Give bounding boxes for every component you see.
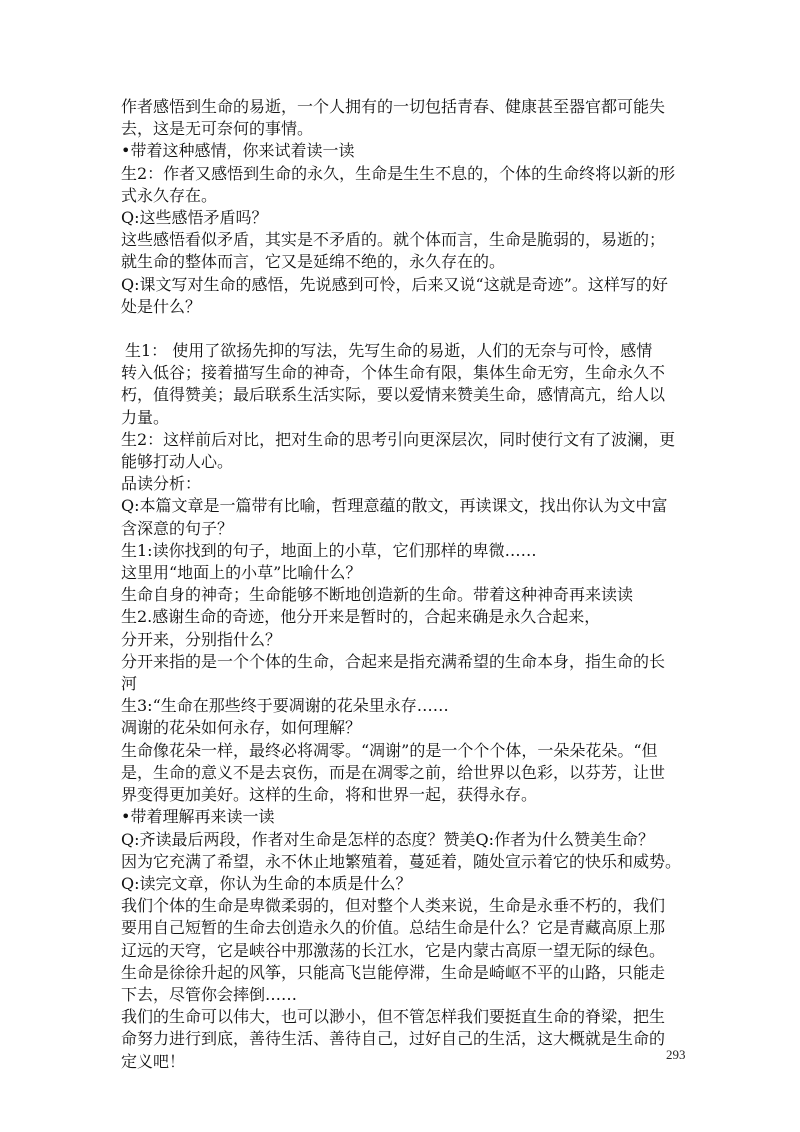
text-line: 作者感悟到生命的易逝，一个人拥有的一切包括青春、健康甚至器官都可能失: [121, 97, 666, 116]
text-line: 力量。: [121, 407, 170, 427]
text-line: Q:齐读最后两段，作者对生命是怎样的态度？赞美Q:作者为什么赞美生命？: [121, 829, 655, 849]
document-body: [121, 96, 687, 1073]
text-line: 分开来，分别指什么？: [121, 629, 282, 649]
text-line: 我们个体的生命是卑微柔弱的，但对整个人类来说，生命是永垂不朽的，我们: [121, 896, 666, 916]
text-line: Q:读完文章，你认为生命的本质是什么？: [121, 873, 412, 893]
text-line: 辽远的天穹，它是峡谷中那激荡的长江水，它是内蒙古高原一望无际的绿色。: [121, 940, 666, 960]
text-line: 河: [121, 674, 138, 694]
text-line: 下去，尽管你会摔倒……: [121, 984, 298, 1004]
text-line: 生命自身的神奇；生命能够不断地创造新的生命。带着这种神奇再来读读: [121, 585, 634, 605]
text-line: 转入低谷；接着描写生命的神奇，个体生命有限，集体生命无穷，生命永久不: [121, 363, 666, 383]
paragraph-gap: [121, 318, 687, 340]
text-line: 界变得更加美好。这样的生命，将和世界一起，获得永存。: [121, 785, 538, 805]
text-line: 生命是徐徐升起的风筝，只能高飞岂能停滞，生命是崎岖不平的山路，只能走: [121, 962, 666, 982]
text-line: 凋谢的花朵如何永存，如何理解？: [121, 718, 362, 738]
text-line: 生3:“生命在那些终于要凋谢的花朵里永存……: [121, 696, 449, 716]
text-line: 分开来指的是一个个体的生命，合起来是指充满希望的生命本身，指生命的长: [121, 651, 666, 671]
text-line: 能够打动人心。: [121, 452, 234, 472]
text-line: Q:这些感悟矛盾吗？: [121, 208, 268, 228]
text-line: 我们的生命可以伟大，也可以渺小，但不管怎样我们要挺直生命的脊梁，把生: [121, 1007, 666, 1027]
text-line: 生2：这样前后对比，把对生命的思考引向更深层次，同时使行文有了波澜，更: [121, 429, 676, 449]
text-line: 生2：作者又感悟到生命的永久，生命是生生不息的，个体的生命终将以新的形: [121, 163, 676, 183]
text-line: 朽，值得赞美；最后联系生活实际，要以爱情来赞美生命，感情高亢，给人以: [121, 385, 666, 405]
text-line: •带着这种感情，你来试着读一读: [121, 141, 355, 161]
text-line: 就生命的整体而言，它又是延绵不绝的，永久存在的。: [121, 252, 506, 272]
text-line: 命努力进行到底，善待生活、善待自己，过好自己的生活，这大概就是生命的: [121, 1029, 666, 1049]
text-line: 含深意的句子？: [121, 518, 234, 538]
text-line: •带着理解再来读一读: [121, 807, 275, 827]
text-line: 去，这是无可奈何的事情。: [121, 119, 314, 139]
text-line: 式永久存在。: [121, 185, 218, 205]
text-line: Q:本篇文章是一篇带有比喻，哲理意蕴的散文，再读课文，找出你认为文中富: [121, 496, 668, 516]
text-line: 要用自己短暂的生命去创造永久的价值。总结生命是什么？它是青藏高原上那: [121, 918, 666, 938]
text-line: 生1:读你找到的句子，地面上的小草，它们那样的卑微……: [121, 540, 537, 560]
page-number: 293: [666, 1047, 686, 1062]
text-line: 生1： 使用了欲扬先抑的写法，先写生命的易逝，人们的无奈与可怜，感情: [125, 341, 653, 361]
text-line: Q:课文写对生命的感悟，先说感到可怜，后来又说“这就是奇迹”。这样写的好: [121, 274, 668, 294]
text-line: 定义吧！: [121, 1051, 186, 1071]
text-line: 这些感悟看似矛盾，其实是不矛盾的。就个体而言，生命是脆弱的，易逝的；: [121, 230, 666, 250]
text-line: 这里用“地面上的小草”比喻什么？: [121, 563, 362, 583]
text-line: 因为它充满了希望，永不休止地繁殖着，蔓延着，随处宣示着它的快乐和威势。: [121, 851, 682, 871]
text-line: 是，生命的意义不是去哀伤，而是在凋零之前，给世界以色彩，以芬芳，让世: [121, 762, 666, 782]
section-heading: 品读分析：: [121, 474, 202, 494]
text-line: 生命像花朵一样，最终必将凋零。“凋谢”的是一个个个体，一朵朵花朵。“但: [121, 740, 658, 760]
text-line: 生2.感谢生命的奇迹，他分开来是暂时的，合起来确是永久合起来，: [121, 607, 601, 627]
text-line: 处是什么？: [121, 296, 202, 316]
